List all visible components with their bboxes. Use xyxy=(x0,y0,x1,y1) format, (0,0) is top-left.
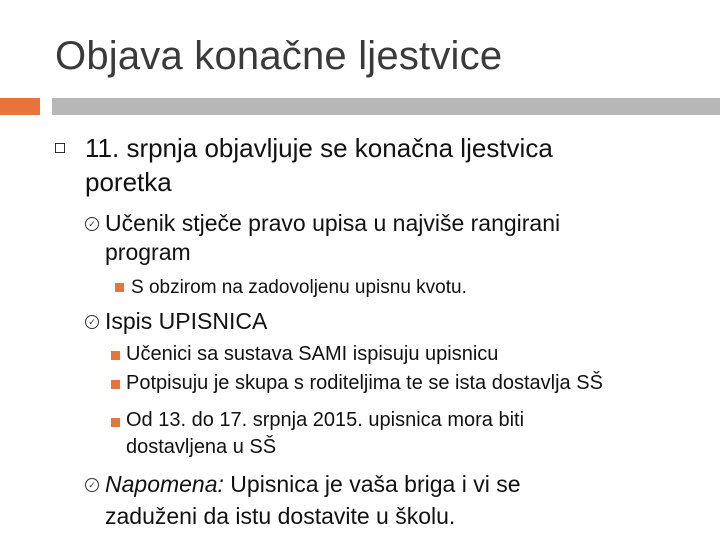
bullet-2-3-line-2: dostavljena u SŠ xyxy=(126,436,277,458)
slide-title: Objava konačne ljestvice xyxy=(55,34,503,78)
bullet-3-line-2: zaduženi da istu dostavite u školu. xyxy=(105,503,456,529)
bullet-2-3-line-1: Od 13. do 17. srpnja 2015. upisnica mora biti xyxy=(126,409,525,431)
bullet-2-1: Učenici sa sustava SAMI ispisuju upisnicu xyxy=(126,343,499,365)
orange-square-bullet-icon xyxy=(115,283,124,292)
bullet-3-line-1 xyxy=(105,470,521,499)
circle-bullet-icon: ✓ xyxy=(85,217,99,231)
bullet-1-line-1: 11. srpnja objavljuje se konačna ljestvica xyxy=(85,133,553,163)
note-label: Napomena: xyxy=(105,471,224,497)
circle-bullet-icon: ✓ xyxy=(85,478,99,492)
orange-square-bullet-icon xyxy=(111,380,120,389)
bullet-1-1-line-1: Učenik stječe pravo upisa u najviše rangirani xyxy=(105,210,561,236)
square-bullet-icon xyxy=(55,143,65,153)
accent-bar xyxy=(0,98,40,115)
title-divider-bar xyxy=(52,98,720,115)
note-text: Upisnica je vaša briga i vi se xyxy=(223,471,521,497)
orange-square-bullet-icon xyxy=(111,418,120,427)
bullet-2-2: Potpisuju je skupa s roditeljima te se ista dostavlja SŠ xyxy=(126,372,603,394)
orange-square-bullet-icon xyxy=(111,351,120,360)
bullet-1-line-2: poretka xyxy=(85,167,172,197)
bullet-1-1-1: S obzirom na zadovoljenu upisnu kvotu. xyxy=(131,277,467,298)
bullet-2: Ispis UPISNICA xyxy=(105,308,268,334)
bullet-1-1-line-2: program xyxy=(105,239,191,265)
circle-bullet-icon: ✓ xyxy=(85,315,99,329)
